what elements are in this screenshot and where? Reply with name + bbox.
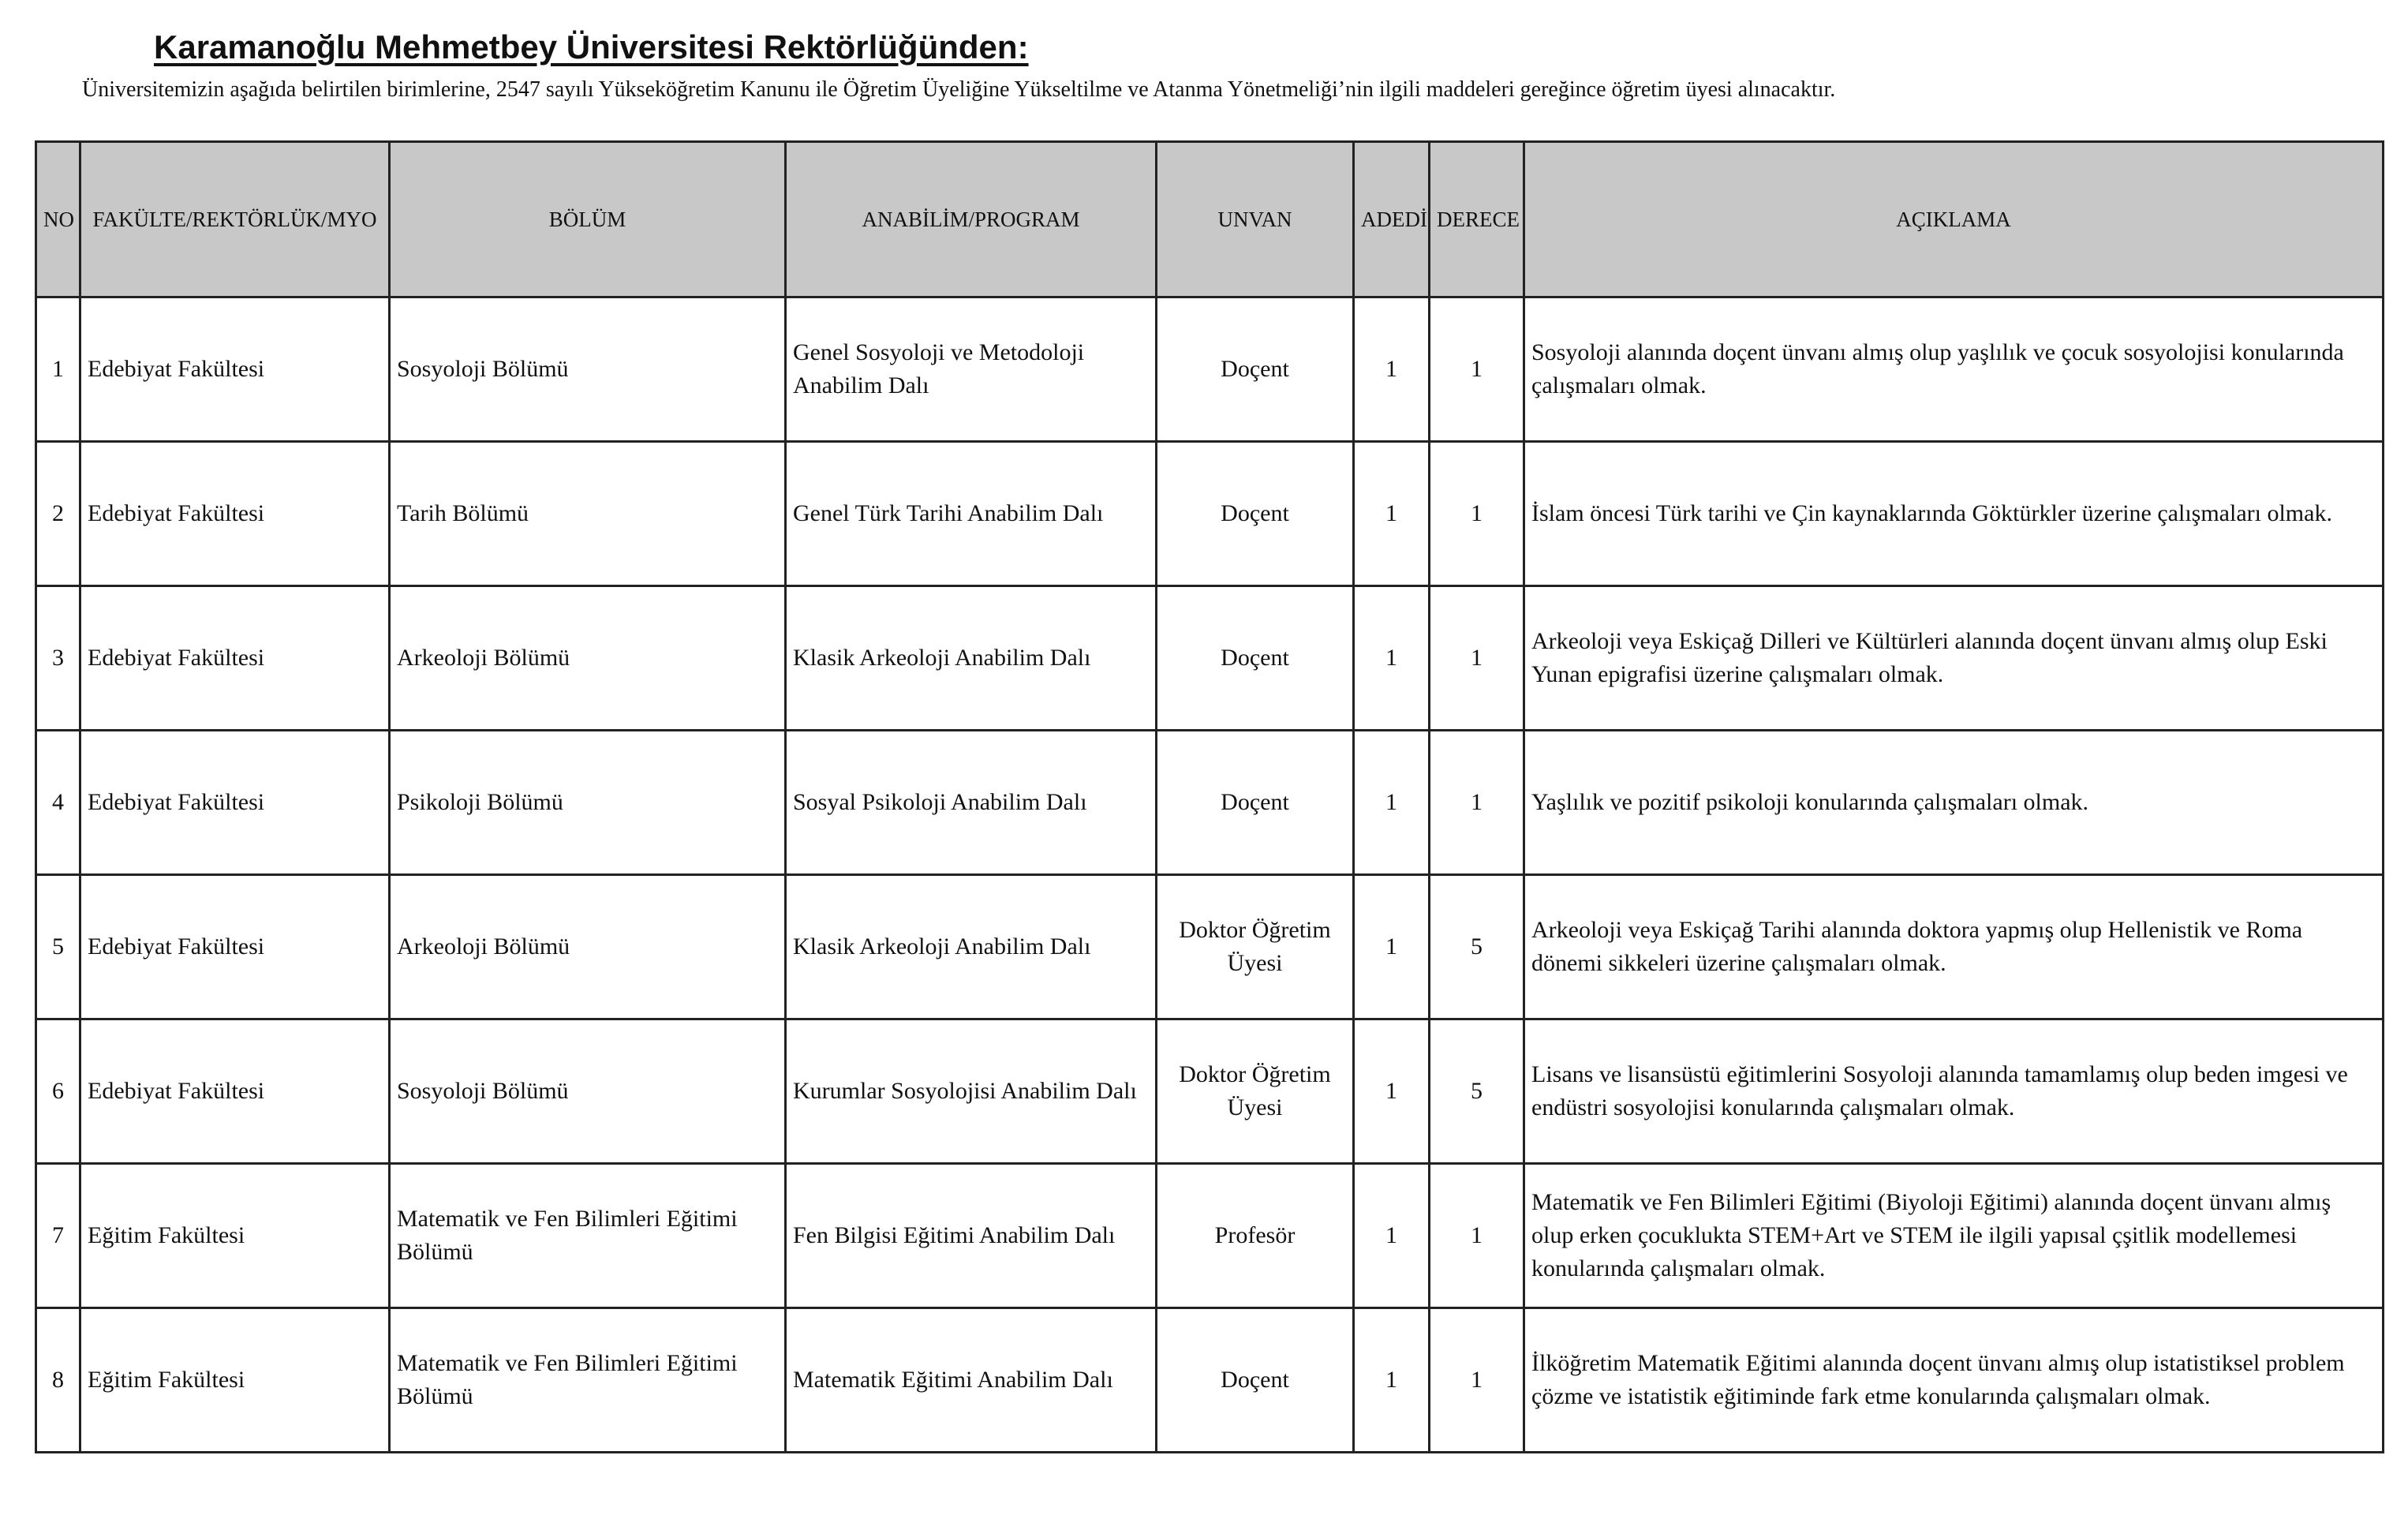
table-row <box>36 1019 2384 1164</box>
cell-fakulte: Eğitim Fakültesi <box>80 1308 390 1453</box>
cell-no: 4 <box>36 731 80 875</box>
cell-unvan: Doktor Öğretim Üyesi <box>1157 1019 1354 1164</box>
table-row <box>36 442 2384 586</box>
cell-no: 5 <box>36 875 80 1019</box>
table-row <box>36 875 2384 1019</box>
table-row <box>36 731 2384 875</box>
cell-anabilim: Genel Sosyoloji ve Metodoloji Anabilim Dalı <box>786 297 1157 442</box>
cell-derece: 1 <box>1430 1308 1524 1453</box>
vacancy-table-container <box>35 140 2384 1453</box>
header-aciklama: AÇIKLAMA <box>1524 142 2384 297</box>
cell-unvan: Doçent <box>1157 442 1354 586</box>
cell-anabilim: Klasik Arkeoloji Anabilim Dalı <box>786 586 1157 731</box>
cell-fakulte: Edebiyat Fakültesi <box>80 297 390 442</box>
header-bolum: BÖLÜM <box>390 142 786 297</box>
cell-derece: 1 <box>1430 297 1524 442</box>
cell-unvan: Doçent <box>1157 731 1354 875</box>
cell-bolum: Arkeoloji Bölümü <box>390 586 786 731</box>
header-derece: DERECE <box>1430 142 1524 297</box>
cell-bolum: Sosyoloji Bölümü <box>390 297 786 442</box>
cell-adedi: 1 <box>1354 1308 1430 1453</box>
cell-derece: 1 <box>1430 731 1524 875</box>
cell-aciklama: Arkeoloji veya Eskiçağ Dilleri ve Kültürleri alanında doçent ünvanı almış olup Eski Yunan epigrafisi üzerine çalışmaları olmak. <box>1524 586 2384 731</box>
table-row <box>36 1164 2384 1308</box>
header-adedi: ADEDİ <box>1354 142 1430 297</box>
cell-adedi: 1 <box>1354 1019 1430 1164</box>
cell-bolum: Matematik ve Fen Bilimleri Eğitimi Bölümü <box>390 1308 786 1453</box>
cell-derece: 1 <box>1430 442 1524 586</box>
header-no: NO <box>36 142 80 297</box>
cell-fakulte: Edebiyat Fakültesi <box>80 1019 390 1164</box>
cell-bolum: Tarih Bölümü <box>390 442 786 586</box>
cell-aciklama: İlköğretim Matematik Eğitimi alanında doçent ünvanı almış olup istatistiksel problem çözme ve istatistik eğitiminde fark etme konularında çalışmaları olmak. <box>1524 1308 2384 1453</box>
table-row <box>36 586 2384 731</box>
cell-unvan: Doçent <box>1157 586 1354 731</box>
cell-derece: 1 <box>1430 586 1524 731</box>
cell-no: 1 <box>36 297 80 442</box>
cell-fakulte: Edebiyat Fakültesi <box>80 731 390 875</box>
cell-anabilim: Klasik Arkeoloji Anabilim Dalı <box>786 875 1157 1019</box>
cell-aciklama: Sosyoloji alanında doçent ünvanı almış olup yaşlılık ve çocuk sosyolojisi konularında çalışmaları olmak. <box>1524 297 2384 442</box>
cell-anabilim: Genel Türk Tarihi Anabilim Dalı <box>786 442 1157 586</box>
cell-aciklama: Lisans ve lisansüstü eğitimlerini Sosyoloji alanında tamamlamış olup beden imgesi ve endüstri sosyolojisi konularında çalışmaları olmak. <box>1524 1019 2384 1164</box>
header-unvan: UNVAN <box>1157 142 1354 297</box>
cell-no: 3 <box>36 586 80 731</box>
cell-adedi: 1 <box>1354 875 1430 1019</box>
cell-derece: 5 <box>1430 875 1524 1019</box>
cell-no: 6 <box>36 1019 80 1164</box>
cell-unvan: Doçent <box>1157 297 1354 442</box>
cell-fakulte: Edebiyat Fakültesi <box>80 875 390 1019</box>
table-row <box>36 1308 2384 1453</box>
cell-anabilim: Kurumlar Sosyolojisi Anabilim Dalı <box>786 1019 1157 1164</box>
cell-aciklama: İslam öncesi Türk tarihi ve Çin kaynaklarında Göktürkler üzerine çalışmaları olmak. <box>1524 442 2384 586</box>
header-fakulte: FAKÜLTE/REKTÖRLÜK/MYO <box>80 142 390 297</box>
cell-aciklama: Arkeoloji veya Eskiçağ Tarihi alanında doktora yapmış olup Hellenistik ve Roma dönemi sikkeleri üzerine çalışmaları olmak. <box>1524 875 2384 1019</box>
intro-text: Üniversitemizin aşağıda belirtilen birimlerine, 2547 sayılı Yükseköğretim Kanunu ile Öğretim Üyeliğine Yükseltilme ve Atanma Yönetmeliği’nin ilgili maddeleri gereğince öğretim üyesi alınacaktır. <box>82 77 1836 102</box>
cell-no: 2 <box>36 442 80 586</box>
cell-derece: 1 <box>1430 1164 1524 1308</box>
page-title: Karamanoğlu Mehmetbey Üniversitesi Rektörlüğünden: <box>154 28 1029 65</box>
cell-fakulte: Edebiyat Fakültesi <box>80 442 390 586</box>
cell-bolum: Sosyoloji Bölümü <box>390 1019 786 1164</box>
header-anabilim: ANABİLİM/PROGRAM <box>786 142 1157 297</box>
cell-bolum: Psikoloji Bölümü <box>390 731 786 875</box>
cell-unvan: Profesör <box>1157 1164 1354 1308</box>
cell-no: 7 <box>36 1164 80 1308</box>
cell-derece: 5 <box>1430 1019 1524 1164</box>
cell-anabilim: Fen Bilgisi Eğitimi Anabilim Dalı <box>786 1164 1157 1308</box>
cell-bolum: Arkeoloji Bölümü <box>390 875 786 1019</box>
cell-bolum: Matematik ve Fen Bilimleri Eğitimi Bölümü <box>390 1164 786 1308</box>
cell-adedi: 1 <box>1354 1164 1430 1308</box>
table-header-row <box>36 142 2384 297</box>
table-row <box>36 297 2384 442</box>
cell-adedi: 1 <box>1354 586 1430 731</box>
cell-adedi: 1 <box>1354 297 1430 442</box>
cell-fakulte: Eğitim Fakültesi <box>80 1164 390 1308</box>
vacancy-table <box>35 140 2384 1453</box>
cell-aciklama: Yaşlılık ve pozitif psikoloji konularında çalışmaları olmak. <box>1524 731 2384 875</box>
cell-adedi: 1 <box>1354 442 1430 586</box>
cell-fakulte: Edebiyat Fakültesi <box>80 586 390 731</box>
cell-anabilim: Sosyal Psikoloji Anabilim Dalı <box>786 731 1157 875</box>
cell-adedi: 1 <box>1354 731 1430 875</box>
cell-aciklama: Matematik ve Fen Bilimleri Eğitimi (Biyoloji Eğitimi) alanında doçent ünvanı almış olup erken çocuklukta STEM+Art ve STEM ile ilgili yapısal çşitlik modellemesi konularında çalışmaları olmak. <box>1524 1164 2384 1308</box>
cell-unvan: Doktor Öğretim Üyesi <box>1157 875 1354 1019</box>
cell-no: 8 <box>36 1308 80 1453</box>
cell-unvan: Doçent <box>1157 1308 1354 1453</box>
cell-anabilim: Matematik Eğitimi Anabilim Dalı <box>786 1308 1157 1453</box>
